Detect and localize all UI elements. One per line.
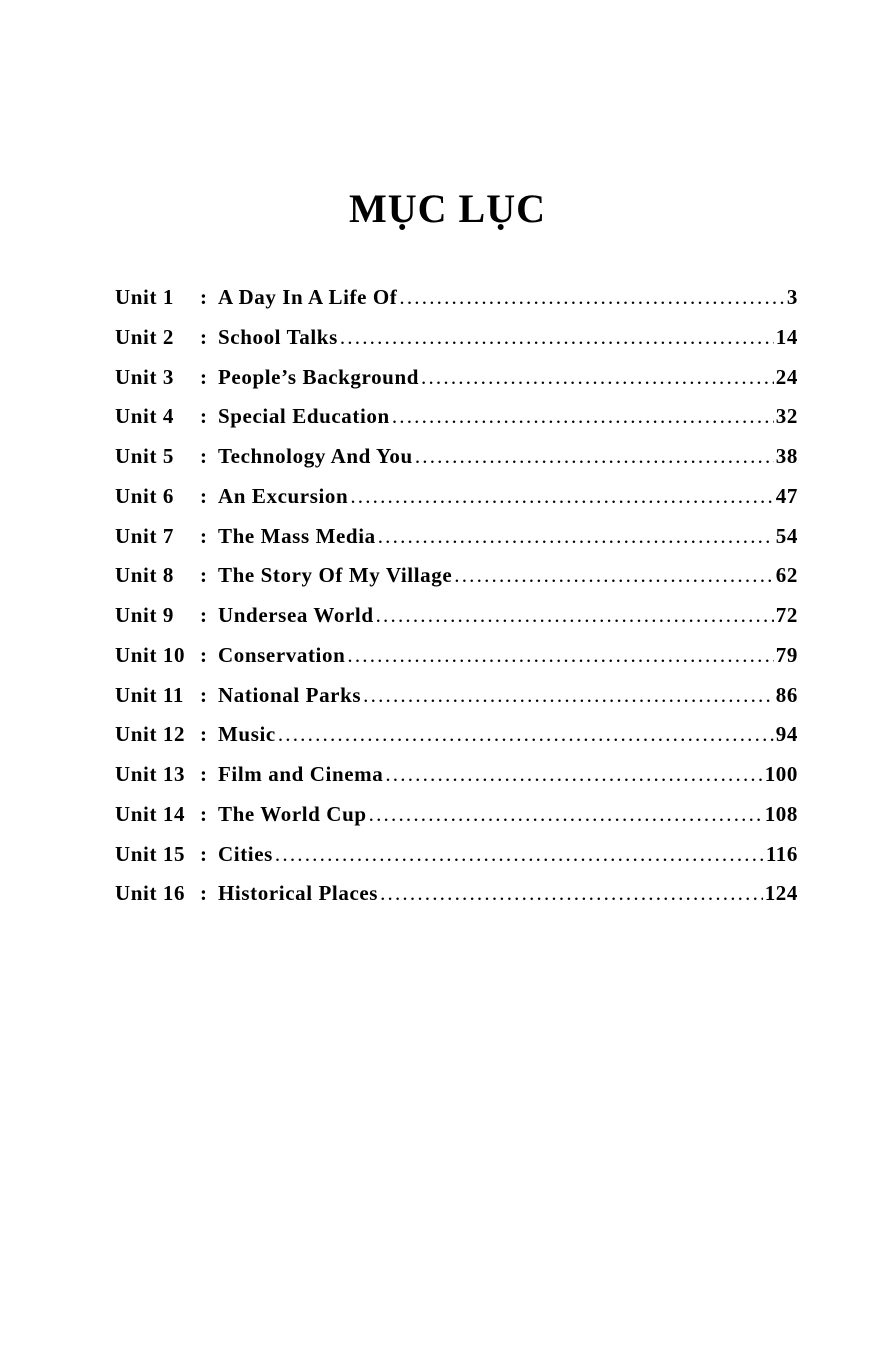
separator: :	[200, 722, 208, 747]
dot-leader	[340, 325, 774, 350]
separator: :	[200, 324, 208, 349]
toc-entry-unit-15[interactable]	[115, 842, 798, 882]
entry-title: School Talks	[218, 324, 338, 349]
separator: :	[200, 682, 208, 707]
entry-title: Film and Cinema	[218, 762, 384, 786]
separator: :	[200, 881, 208, 906]
page-number: 108	[764, 801, 798, 826]
dot-leader	[385, 762, 762, 787]
separator: :	[200, 801, 208, 826]
unit-label: Unit 11	[115, 682, 184, 707]
dot-leader	[454, 563, 774, 588]
unit-label: Unit 12	[115, 722, 186, 747]
entry-title: Music	[218, 722, 276, 747]
toc-entry-unit-2[interactable]	[115, 325, 798, 365]
dot-leader	[392, 404, 774, 429]
page-number: 62	[775, 563, 798, 588]
separator: :	[200, 841, 208, 866]
unit-label: Unit 15	[115, 841, 186, 866]
entry-title: The World Cup	[218, 801, 367, 826]
entry-title: An Excursion	[218, 483, 349, 508]
toc-entry-unit-12[interactable]	[115, 722, 798, 762]
dot-leader	[369, 802, 763, 827]
entry-title: Special Education	[218, 404, 390, 429]
unit-label: Unit 10	[115, 642, 186, 667]
separator: :	[200, 483, 208, 508]
dot-leader	[350, 484, 773, 509]
page-number: 32	[775, 404, 798, 429]
page-number: 38	[775, 444, 798, 468]
separator: :	[200, 523, 208, 548]
entry-title: The Story Of My Village	[218, 563, 453, 588]
toc-entry-unit-16[interactable]	[115, 881, 798, 921]
unit-label: Unit 7	[115, 523, 175, 548]
unit-label: Unit 6	[115, 483, 175, 508]
toc-entry-unit-3[interactable]	[115, 365, 798, 405]
entry-title: The Mass Media	[218, 523, 376, 548]
dot-leader	[380, 881, 763, 906]
toc-entry-unit-11[interactable]	[115, 683, 798, 723]
unit-label: Unit 4	[115, 404, 175, 429]
unit-label: Unit 14	[115, 801, 186, 826]
unit-label: Unit 16	[115, 881, 186, 906]
page-number: 116	[765, 841, 798, 866]
table-of-contents	[115, 285, 798, 921]
entry-title: People’s Background	[218, 364, 420, 389]
separator: :	[200, 444, 208, 468]
entry-title: Undersea World	[218, 603, 374, 627]
entry-title: Conservation	[218, 642, 346, 667]
toc-entry-unit-8[interactable]	[115, 563, 798, 603]
unit-label: Unit 8	[115, 563, 175, 588]
page-number: 54	[775, 523, 798, 548]
separator: :	[200, 285, 208, 309]
separator: :	[200, 404, 208, 429]
toc-entry-unit-10[interactable]	[115, 643, 798, 683]
page-number: 124	[764, 881, 798, 906]
dot-leader	[399, 285, 784, 310]
dot-leader	[347, 643, 773, 668]
page-number: 3	[786, 285, 798, 309]
separator: :	[200, 603, 208, 627]
dot-leader	[421, 365, 774, 390]
dot-leader	[275, 842, 764, 867]
dot-leader	[376, 603, 774, 628]
unit-label: Unit 2	[115, 324, 175, 349]
separator: :	[200, 563, 208, 588]
page-title: MỤC LỤC	[349, 186, 546, 231]
page-number: 47	[775, 483, 798, 508]
toc-entry-unit-9[interactable]	[115, 603, 798, 643]
page-number: 100	[764, 762, 798, 786]
page-number: 72	[775, 603, 798, 627]
dot-leader	[378, 524, 774, 549]
entry-title: National Parks	[218, 682, 362, 707]
toc-entry-unit-1[interactable]	[115, 285, 798, 325]
page-number: 14	[775, 324, 798, 349]
toc-entry-unit-14[interactable]	[115, 802, 798, 842]
toc-entry-unit-4[interactable]	[115, 404, 798, 444]
unit-label: Unit 5	[115, 444, 175, 468]
unit-label: Unit 13	[115, 762, 186, 786]
entry-title: Historical Places	[218, 881, 379, 906]
separator: :	[200, 642, 208, 667]
page-number: 94	[775, 722, 798, 747]
unit-label: Unit 3	[115, 364, 175, 389]
unit-label: Unit 1	[115, 285, 175, 309]
dot-leader	[363, 683, 774, 708]
toc-entry-unit-7[interactable]	[115, 524, 798, 564]
page-number: 24	[775, 364, 798, 389]
separator: :	[200, 762, 208, 786]
entry-title: Cities	[218, 841, 273, 866]
toc-entry-unit-5[interactable]	[115, 444, 798, 484]
toc-entry-unit-13[interactable]	[115, 762, 798, 802]
dot-leader	[415, 444, 774, 469]
unit-label: Unit 9	[115, 603, 175, 627]
entry-title: A Day In A Life Of	[218, 285, 398, 309]
separator: :	[200, 364, 208, 389]
dot-leader	[278, 722, 774, 747]
entry-title: Technology And You	[218, 444, 413, 468]
toc-entry-unit-6[interactable]	[115, 484, 798, 524]
page-number: 86	[775, 682, 798, 707]
page-number: 79	[775, 642, 798, 667]
